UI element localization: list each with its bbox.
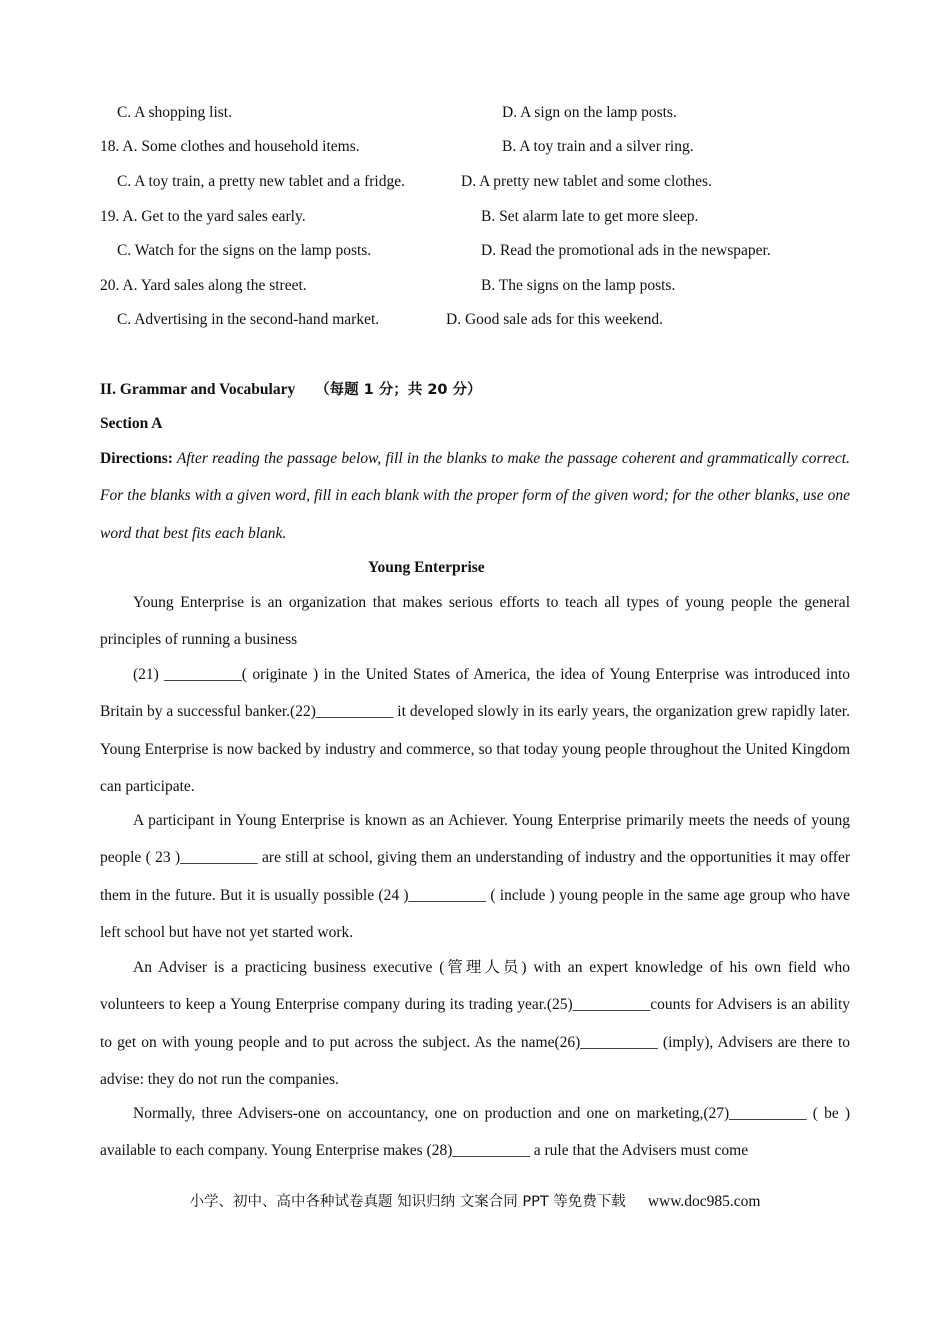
q19-option-b: B. Set alarm late to get more sleep.	[481, 208, 699, 225]
q19-options-ab	[100, 207, 850, 229]
q19-option-d: D. Read the promotional ads in the newspaper.	[481, 242, 771, 259]
q20-options-cd	[100, 310, 850, 332]
page-footer	[0, 1190, 950, 1211]
passage-title: Young Enterprise	[368, 559, 485, 576]
q19-option-a: 19. A. Get to the yard sales early.	[100, 208, 306, 225]
q20-option-b: B. The signs on the lamp posts.	[481, 277, 676, 294]
q20-option-c: C. Advertising in the second-hand market.	[117, 311, 380, 328]
paragraph-3	[100, 802, 850, 951]
q19-options-cd	[100, 241, 850, 263]
score-note: （每题 1 分；共 20 分）	[315, 382, 482, 398]
q19-option-c: C. Watch for the signs on the lamp posts.	[117, 242, 372, 259]
paragraph-1-text: Young Enterprise is an organization that makes serious efforts to teach all types of young people the general principles of running a business	[100, 594, 850, 649]
q18-option-c: C. A toy train, a pretty new tablet and a fridge.	[117, 173, 405, 190]
paragraph-5-text: Normally, three Advisers-one on accountancy, one on production and one on marketing,(27)__________ ( be ) available to each company. Young Enterprise makes (28)__________ a rule that the Advisers must come	[100, 1105, 850, 1160]
paragraph-3-text: A participant in Young Enterprise is known as an Achiever. Young Enterprise primarily meets the needs of young people ( 23 )__________ are still at school, giving them an understanding of industry and the opportunities it may offer them in the future. But it is usually possible (24 )__________ ( include ) young people in the same age group who have left school but have not yet started work.	[100, 812, 850, 941]
paragraph-2-text: (21) __________( originate ) in the United States of America, the idea of Young Enterprise was introduced into Britain by a successful banker.(22)__________ it developed slowly in its early years, the organization grew rapidly later. Young Enterprise is now backed by industry and commerce, so that today young people throughout the United Kingdom can participate.	[100, 666, 850, 795]
q18-option-b: B. A toy train and a silver ring.	[502, 138, 694, 155]
paragraph-4	[100, 949, 850, 1098]
directions-label: Directions:	[100, 450, 173, 467]
section-label: Section A	[100, 415, 163, 432]
paragraph-1	[100, 584, 850, 659]
q17-option-d: D. A sign on the lamp posts.	[502, 104, 677, 121]
paragraph-4-text: An Adviser is a practicing business executive (管理人员) with an expert knowledge of his own field who volunteers to keep a Young Enterprise company during its trading year.(25)__________counts for Advisers is an ability to get on with young people and to put across the subject. As the name(26)__________ (imply), Advisers are there to advise: they do not run the companies.	[100, 959, 850, 1088]
q20-options-ab	[100, 276, 850, 298]
paragraph-5	[100, 1095, 850, 1170]
section-heading	[100, 380, 482, 400]
q18-options-cd	[100, 172, 850, 194]
footer-text: 小学、初中、高中各种试卷真题 知识归纳 文案合同 PPT 等免费下载	[189, 1194, 626, 1210]
directions-text: After reading the passage below, fill in the blanks to make the passage coherent and grammatically correct. For the blanks with a given word, fill in each blank with the proper form of the given word; for the other blanks, use one word that best fits each blank.	[100, 450, 850, 542]
q18-option-a: 18. A. Some clothes and household items.	[100, 138, 360, 155]
q18-options-ab	[100, 137, 850, 159]
q17-options-cd	[100, 103, 850, 125]
directions	[100, 440, 850, 552]
q20-option-d: D. Good sale ads for this weekend.	[446, 311, 663, 328]
q18-option-d: D. A pretty new tablet and some clothes.	[461, 173, 712, 190]
section-title: II. Grammar and Vocabulary	[100, 381, 296, 398]
q20-option-a: 20. A. Yard sales along the street.	[100, 277, 307, 294]
paragraph-2	[100, 656, 850, 805]
q17-option-c: C. A shopping list.	[117, 104, 232, 121]
footer-url: www.doc985.com	[647, 1193, 761, 1210]
